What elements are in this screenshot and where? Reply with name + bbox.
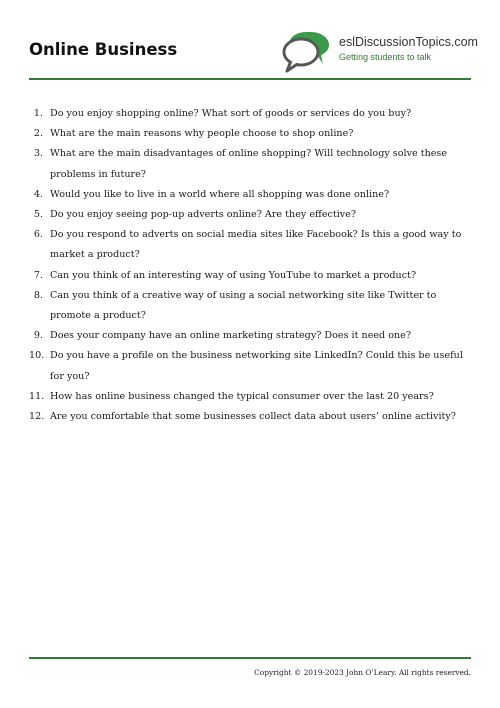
item-number: 6.: [33, 229, 43, 241]
logo-name: eslDiscussionTopics.com: [339, 35, 478, 49]
header-divider: [29, 78, 471, 80]
question-text: How has online business changed the typical consumer over the last 20 years?: [50, 390, 434, 402]
question-list: [29, 104, 471, 427]
item-number: 1.: [33, 108, 43, 119]
item-number: 3.: [33, 148, 43, 160]
list-item: [29, 346, 471, 386]
logo-tagline: Getting students to talk: [339, 52, 432, 62]
item-number: 5.: [33, 209, 43, 221]
question-text: What are the main disadvantages of online shopping? Will technology solve these problems in future?: [50, 148, 448, 180]
question-text: Do you enjoy seeing pop-up adverts online? Are they effective?: [50, 209, 357, 221]
question-text: Would you like to live in a world where all shopping was done online?: [50, 188, 390, 200]
list-item: [29, 225, 471, 265]
list-item: [29, 387, 471, 407]
question-text: Do you have a profile on the business networking site LinkedIn? Could this be useful for you?: [50, 350, 463, 382]
page-header: [29, 26, 478, 78]
site-logo[interactable]: [281, 28, 478, 74]
speech-bubbles-icon: [281, 28, 339, 74]
item-number: 12.: [29, 411, 45, 423]
item-number: 10.: [29, 350, 45, 362]
list-item: [29, 407, 471, 427]
question-text: Are you comfortable that some businesses collect data about users’ online activity?: [50, 411, 456, 423]
question-text: Do you enjoy shopping online? What sort of goods or services do you buy?: [50, 108, 412, 119]
list-item: [29, 266, 471, 286]
question-text: Can you think of a creative way of using a social networking site like Twitter to promote a product?: [50, 289, 437, 322]
list-item: [29, 326, 471, 346]
list-item: [29, 185, 471, 205]
item-number: 8.: [33, 289, 43, 301]
question-text: What are the main reasons why people choose to shop online?: [50, 128, 354, 140]
item-number: 7.: [33, 269, 43, 281]
list-item: [29, 205, 471, 225]
question-text: Does your company have an online marketing strategy? Does it need one?: [50, 330, 412, 342]
question-text: Do you respond to adverts on social media sites like Facebook? Is this a good way to market a product?: [50, 229, 462, 261]
list-item: [29, 104, 471, 124]
list-item: [29, 144, 471, 184]
copyright-notice: Copyright © 2019-2023 John O’Leary. All rights reserved.: [254, 668, 471, 677]
item-number: 2.: [33, 128, 43, 140]
item-number: 11.: [29, 390, 45, 402]
page-title: Online Business: [29, 40, 178, 59]
item-number: 4.: [33, 188, 43, 200]
item-number: 9.: [33, 330, 43, 342]
list-item: [29, 124, 471, 144]
footer-divider: [29, 657, 471, 659]
question-text: Can you think of an interesting way of using YouTube to market a product?: [50, 269, 417, 281]
list-item: [29, 286, 471, 326]
